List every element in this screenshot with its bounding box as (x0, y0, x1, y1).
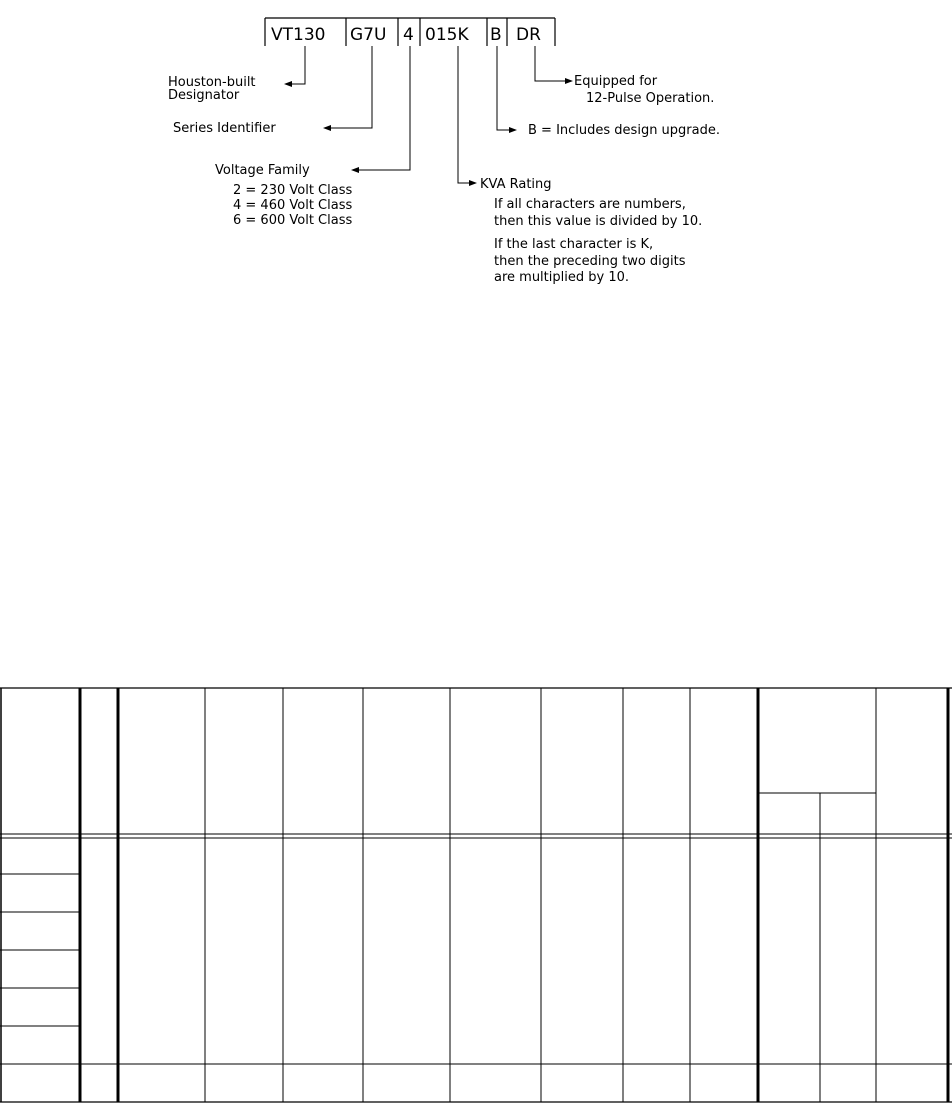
code-segment-kva: 015K (425, 25, 469, 45)
kva-note2-line3: are multiplied by 10. (494, 270, 629, 285)
voltage-family-line-600: 6 = 600 Volt Class (233, 213, 353, 228)
code-segment-series-prefix: VT130 (271, 25, 326, 45)
pulse-label-line2: 12-Pulse Operation. (586, 91, 715, 106)
voltage-family-title: Voltage Family (215, 163, 310, 178)
code-segment-pulse: DR (516, 25, 541, 45)
kva-note2-line2: then the preceding two digits (494, 254, 686, 269)
pulse-label-line1: Equipped for (574, 74, 658, 89)
houston-label-line2: Designator (168, 88, 240, 103)
series-identifier-label: Series Identifier (173, 121, 276, 136)
code-segment-upgrade: B (490, 25, 502, 45)
code-segment-series-id: G7U (350, 25, 387, 45)
kva-note2-line1: If the last character is K, (494, 237, 654, 252)
code-segment-voltage: 4 (403, 25, 414, 45)
voltage-family-line-230: 2 = 230 Volt Class (233, 183, 353, 198)
kva-rating-title: KVA Rating (480, 177, 552, 192)
design-upgrade-label: B = Includes design upgrade. (528, 123, 720, 138)
kva-note1-line2: then this value is divided by 10. (494, 214, 703, 229)
voltage-family-line-460: 4 = 460 Volt Class (233, 198, 353, 213)
kva-note1-line1: If all characters are numbers, (494, 197, 686, 212)
houston-label-line1: Houston-built (168, 75, 256, 90)
